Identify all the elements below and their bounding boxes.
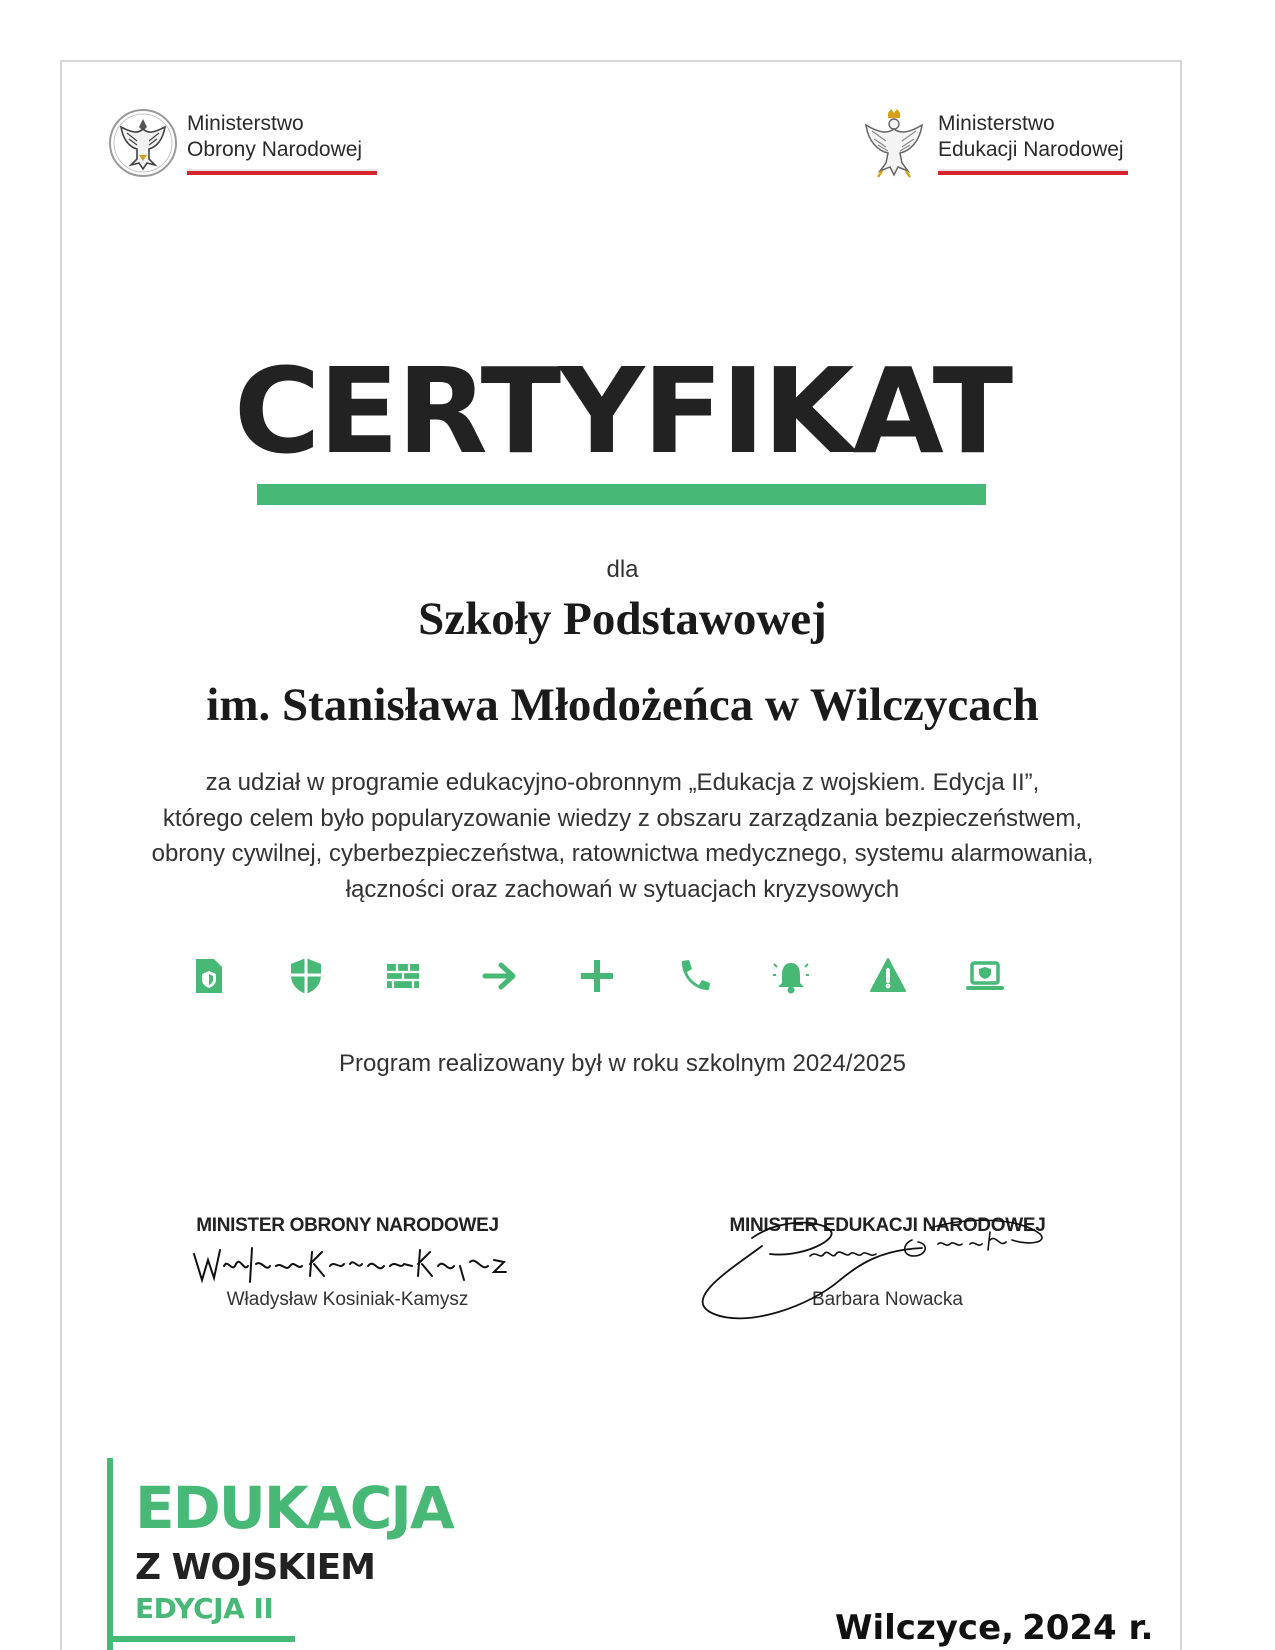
recipient-name-line2: im. Stanisława Młodożeńca w Wilczycach [206,679,1039,731]
place-comma: , [1001,1608,1015,1648]
place-and-date [835,1608,1153,1648]
white-eagle-emblem-icon [858,105,930,181]
description-line: obrony cywilnej, cyberbezpieczeństwa, ratownictwa medycznego, systemu alarmowania, [151,840,1094,867]
alarm-bell-icon [772,955,810,997]
program-year-note: Program realizowany był w roku szkolnym 2024/2025 [339,1050,906,1077]
description-line: łączności oraz zachowań w sytuacjach kryzysowych [345,875,900,903]
document-shield-icon [190,955,228,997]
signatory-name: Barbara Nowacka [811,1289,964,1310]
arrow-right-icon [481,955,519,997]
signatory-name: Władysław Kosiniak-Kamysz [226,1289,469,1310]
polish-flag-bar [938,169,1128,175]
certificate-title: CERTYFIKAT [233,342,1012,480]
signatory-role: MINISTER OBRONY NARODOWEJ [196,1215,499,1236]
warning-triangle-icon [869,955,907,997]
topic-icons-row [190,955,1040,997]
description-line: za udział w programie edukacyjno-obronnym „Edukacja z wojskiem. Edycja II”, [205,769,1040,796]
title-underline [257,484,986,505]
signatory-role: MINISTER EDUKACJI NARODOWEJ [729,1215,1046,1236]
brand-underline [113,1636,295,1642]
mon-ministry-line2: Obrony Narodowej [187,138,363,161]
recipient-prefix: dla [606,556,639,583]
handwritten-signature-mon [190,1236,510,1296]
description-line: którego celem było popularyzowanie wiedzy z obszaru zarządzania bezpieczeństwem, [162,804,1083,832]
shield-icon [287,955,325,997]
phone-icon [675,955,713,997]
men-logo [858,105,1128,181]
men-ministry-line2: Edukacji Narodowej [938,138,1124,161]
place-name: Wilczyce [835,1608,1002,1648]
polish-flag-bar [187,169,377,175]
plus-icon [578,955,616,997]
program-description [0,765,1245,907]
recipient-name-line1: Szkoły Podstawowej [418,593,827,645]
brick-wall-icon [384,955,422,997]
program-brand-mark [107,1458,487,1650]
military-eagle-emblem-icon [107,105,179,181]
brand-line1: EDUKACJA [135,1474,453,1542]
laptop-shield-icon [966,955,1004,997]
year: 2024 r. [1022,1608,1154,1648]
mon-logo [107,105,377,181]
handwritten-signature-men [690,1210,1070,1320]
mon-ministry-line1: Ministerstwo [187,112,304,135]
brand-line3: EDYCJA II [135,1592,274,1625]
brand-line2: Z WOJSKIEM [135,1547,375,1588]
men-ministry-line1: Ministerstwo [938,112,1055,135]
